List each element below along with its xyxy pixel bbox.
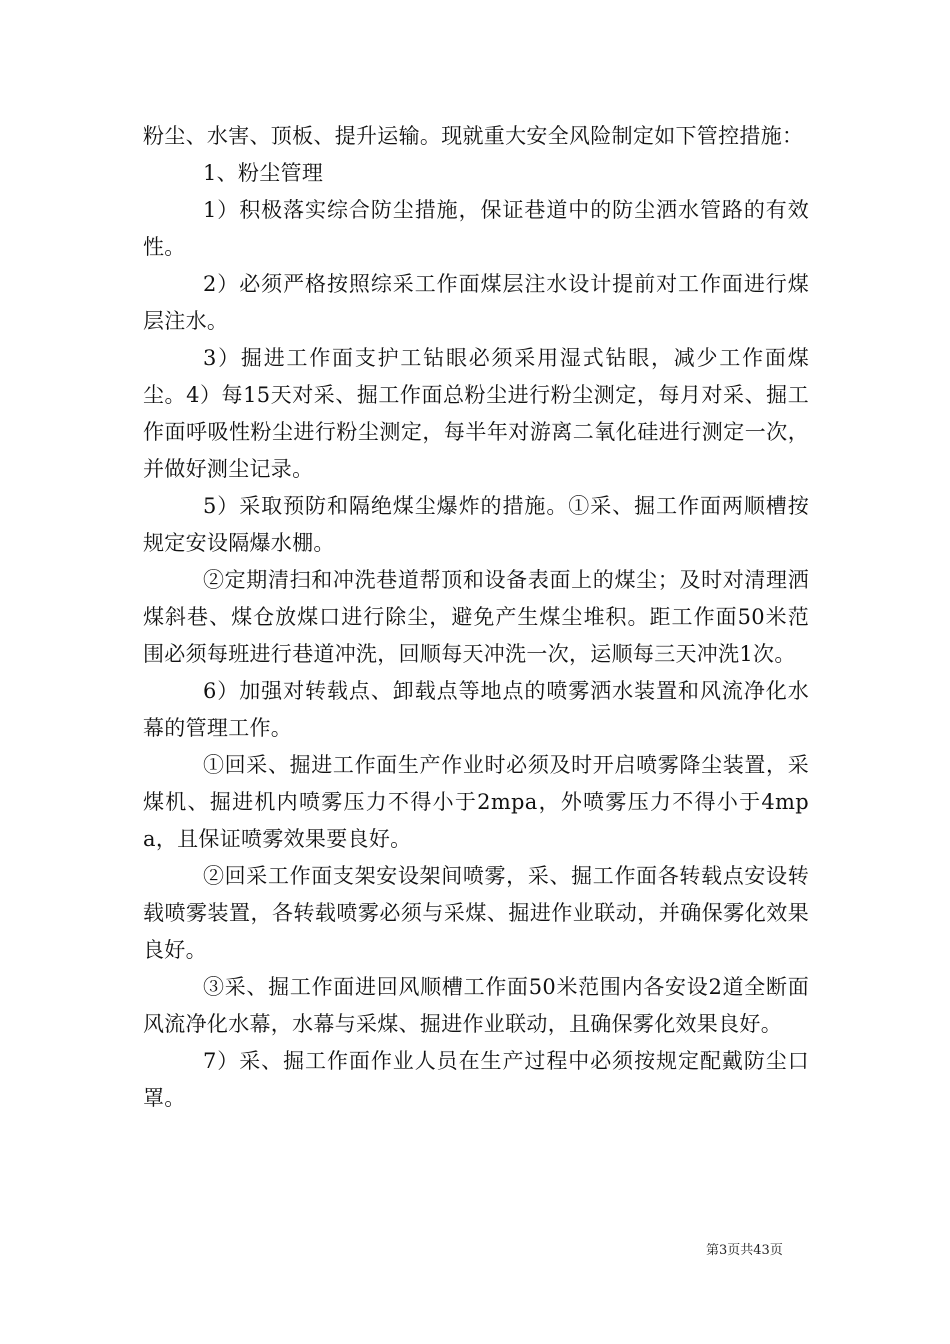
paragraph: ①回采、掘进工作面生产作业时必须及时开启喷雾降尘装置，采煤机、掘进机内喷雾压力不得小于2mpa，外喷雾压力不得小于4mpa，且保证喷雾效果要良好。 bbox=[143, 753, 809, 851]
paragraph: 粉尘、水害、顶板、提升运输。现就重大安全风险制定如下管控措施： bbox=[143, 124, 804, 148]
paragraph: 7）采、掘工作面作业人员在生产过程中必须按规定配戴防尘口罩。 bbox=[143, 1049, 809, 1110]
paragraph: ②回采工作面支架安设架间喷雾，采、掘工作面各转载点安设转载喷雾装置，各转载喷雾必须与采煤、掘进作业联动，并确保雾化效果良好。 bbox=[143, 864, 809, 962]
paragraph: 6）加强对转载点、卸载点等地点的喷雾洒水装置和风流净化水幕的管理工作。 bbox=[143, 679, 809, 740]
document-body bbox=[143, 118, 809, 1117]
paragraph: 1）积极落实综合防尘措施，保证巷道中的防尘洒水管路的有效性。 bbox=[143, 198, 809, 259]
paragraph: 2）必须严格按照综采工作面煤层注水设计提前对工作面进行煤层注水。 bbox=[143, 272, 809, 333]
paragraph: 5）采取预防和隔绝煤尘爆炸的措施。①采、掘工作面两顺槽按规定安设隔爆水棚。 bbox=[143, 494, 809, 555]
page-number-footer: 第3页共43页 bbox=[706, 1243, 783, 1258]
paragraph: ②定期清扫和冲洗巷道帮顶和设备表面上的煤尘；及时对清理洒煤斜巷、煤仓放煤口进行除尘，避免产生煤尘堆积。距工作面50米范围必须每班进行巷道冲洗，回顺每天冲洗一次，运顺每三天冲洗1次。 bbox=[143, 568, 809, 666]
section-heading: 1、粉尘管理 bbox=[203, 161, 324, 185]
paragraph: 3）掘进工作面支护工钻眼必须采用湿式钻眼，减少工作面煤尘。4）每15天对采、掘工作面总粉尘进行粉尘测定，每月对采、掘工作面呼吸性粉尘进行粉尘测定，每半年对游离二氧化硅进行测定一次，并做好测尘记录。 bbox=[143, 346, 809, 481]
paragraph: ③采、掘工作面进回风顺槽工作面50米范围内各安设2道全断面风流净化水幕，水幕与采煤、掘进作业联动，且确保雾化效果良好。 bbox=[143, 975, 809, 1036]
